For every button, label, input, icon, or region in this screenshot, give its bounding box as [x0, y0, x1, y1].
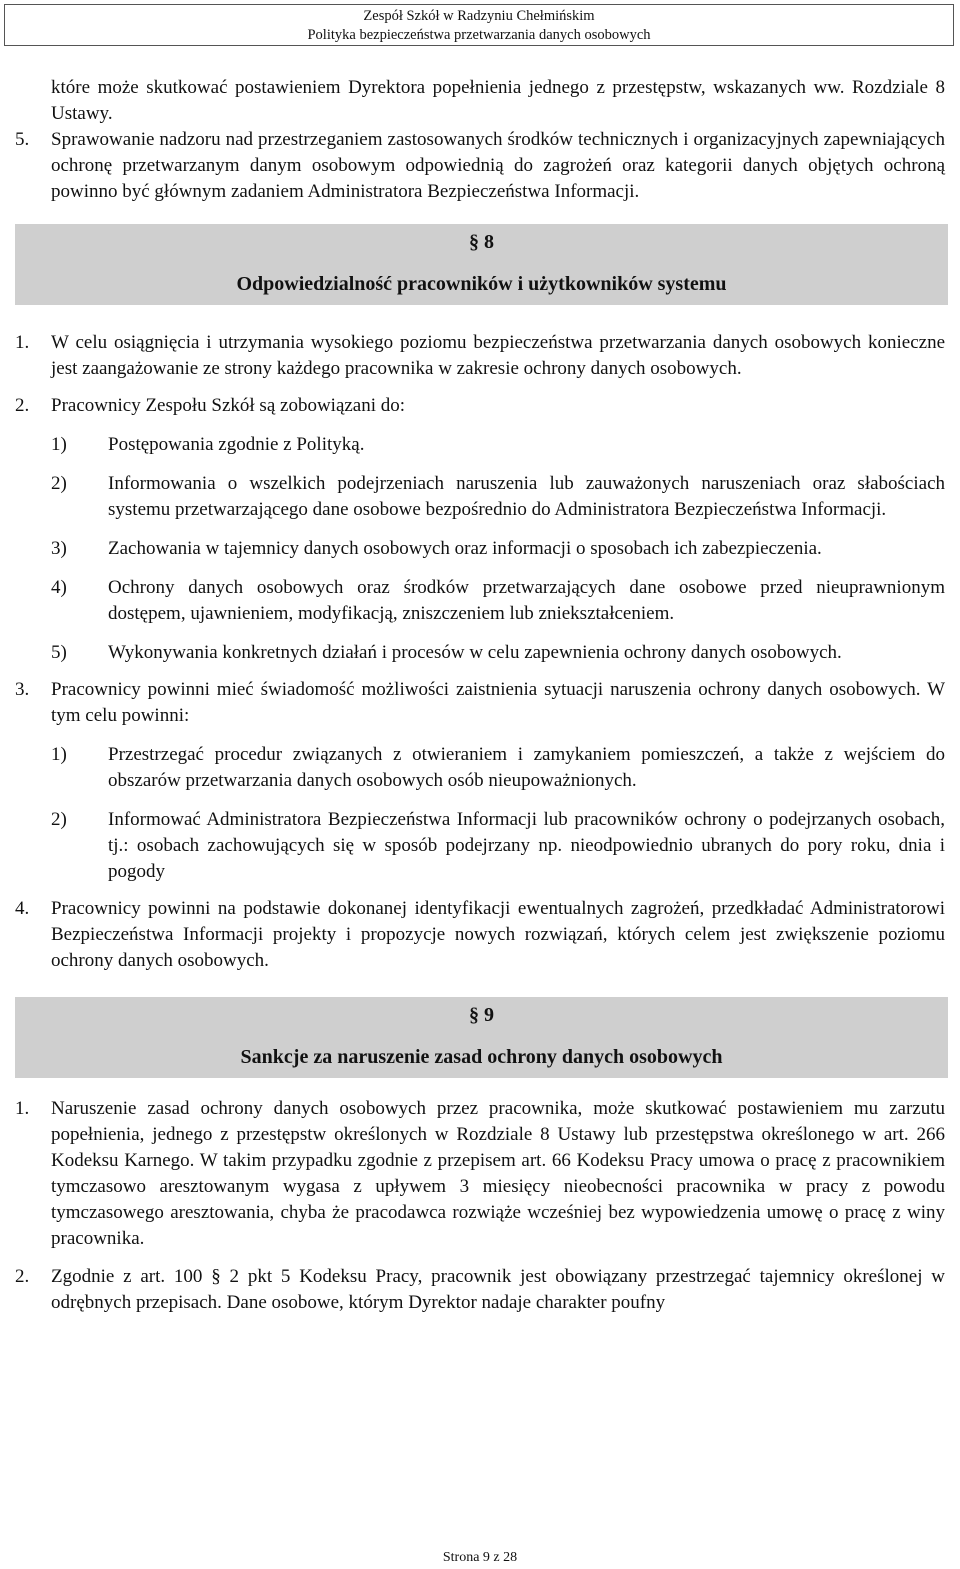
item-number: 4.	[15, 898, 30, 919]
item-number: 2.	[15, 395, 30, 416]
intro-paragraph	[15, 75, 945, 127]
section-9-heading	[15, 997, 948, 1078]
section-9-item-2	[15, 1264, 945, 1316]
duty-5	[15, 640, 945, 666]
page-header	[4, 4, 954, 46]
awareness-1	[15, 742, 945, 794]
section-8-item-2	[15, 393, 945, 419]
page-number: Strona 9 z 28	[442, 1550, 518, 1565]
point-text: Sprawowanie nadzoru nad przestrzeganiem zastosowanych środków technicznych i organizacyjnych zapewniających ochronę przetwarzanym danym osobowym odpowiednią do zagrożeń oraz kategorii danych objętych ochroną powinno być głównym zadaniem Administratora Bezpieczeństwa Informacji.	[51, 129, 945, 202]
item-text: Naruszenie zasad ochrony danych osobowych przez pracownika, może skutkować postawieniem mu zarzutu popełnienia, jednego z przestępstw określonych w Rozdziale 8 Ustawy lub przestępstwa określonego w art. 266 Kodeksu Karnego. W takim przypadku zgodnie z przepisem art. 66 Kodeksu Pracy umowa o pracę z pracownikiem tymczasowo aresztowanym wygasa z upływem 3 miesięcy nieobecności pracownika w pracy z powodu tymczasowego aresztowania, chyba że pracodawca rozwiąże wcześniej bez wypowiedzenia umowę o pracę z winy pracownika.	[51, 1098, 945, 1249]
sub-text: Informować Administratora Bezpieczeństwa Informacji lub pracowników ochrony o podejrzanych osobach, tj.: osobach zachowujących się w sposób podejrzany np. nieodpowiednio ubranych do pory roku, dnia i pogody	[108, 809, 945, 882]
sub-number: 1)	[51, 434, 67, 455]
page-footer	[0, 1550, 960, 1566]
sub-text: Przestrzegać procedur związanych z otwieraniem i zamykaniem pomieszczeń, a także z wejściem do obszarów przetwarzania danych osobowych osób nieupoważnionych.	[108, 744, 945, 791]
point-number: 5.	[15, 129, 30, 150]
sub-text: Zachowania w tajemnicy danych osobowych oraz informacji o sposobach ich zabezpieczenia.	[108, 538, 822, 559]
section-title: Odpowiedzialność pracowników i użytkowników systemu	[236, 273, 727, 295]
duty-4	[15, 575, 945, 627]
section-title: Sankcje za naruszenie zasad ochrony danych osobowych	[240, 1046, 723, 1068]
item-text: Pracownicy powinni mieć świadomość możliwości zaistnienia sytuacji naruszenia ochrony danych osobowych. W tym celu powinni:	[51, 679, 945, 726]
section-8-item-1	[15, 330, 945, 382]
header-document-title: Polityka bezpieczeństwa przetwarzania danych osobowych	[307, 27, 651, 43]
point-5	[15, 127, 945, 205]
item-number: 2.	[15, 1266, 30, 1287]
sub-text: Ochrony danych osobowych oraz środków przetwarzających dane osobowe przed nieuprawnionym dostępem, ujawnieniem, modyfikacją, zniszczeniem lub zniekształceniem.	[108, 577, 945, 624]
section-8-item-4	[15, 896, 945, 974]
sub-number: 1)	[51, 744, 67, 765]
sub-text: Informowania o wszelkich podejrzeniach naruszenia lub zauważonych naruszeniach oraz słabościach systemu przetwarzającego dane osobowe bezpośrednio do Administratora Bezpieczeństwa Informacji.	[108, 473, 945, 520]
sub-text: Postępowania zgodnie z Polityką.	[108, 434, 365, 455]
sub-number: 3)	[51, 538, 67, 559]
sub-text: Wykonywania konkretnych działań i procesów w celu zapewnienia ochrony danych osobowych.	[108, 642, 842, 663]
duty-3	[15, 536, 945, 562]
header-school-name: Zespół Szkół w Radzyniu Chełmińskim	[363, 8, 595, 24]
duty-2	[15, 471, 945, 523]
sub-number: 5)	[51, 642, 67, 663]
section-8-heading	[15, 224, 948, 305]
section-9-item-1	[15, 1096, 945, 1252]
sub-number: 4)	[51, 577, 67, 598]
section-number: § 8	[469, 231, 494, 253]
item-text: Zgodnie z art. 100 § 2 pkt 5 Kodeksu Pracy, pracownik jest obowiązany przestrzegać tajemnicy określonej w odrębnych przepisach. Dane osobowe, którym Dyrektor nadaje charakter poufny	[51, 1266, 945, 1313]
intro-text: które może skutkować postawieniem Dyrektora popełnienia jednego z przestępstw, wskazanych ww. Rozdziale 8 Ustawy.	[51, 77, 945, 124]
item-text: Pracownicy powinni na podstawie dokonanej identyfikacji ewentualnych zagrożeń, przedkładać Administratorowi Bezpieczeństwa Informacji projekty i propozycje nowych rozwiązań, których celem jest zwiększenie poziomu ochrony danych osobowych.	[51, 898, 945, 971]
duty-1	[15, 432, 945, 458]
sub-number: 2)	[51, 473, 67, 494]
sub-number: 2)	[51, 809, 67, 830]
document-body	[15, 75, 945, 1316]
item-text: W celu osiągnięcia i utrzymania wysokiego poziomu bezpieczeństwa przetwarzania danych osobowych konieczne jest zaangażowanie ze strony każdego pracownika w zakresie ochrony danych osobowych.	[51, 332, 945, 379]
item-text: Pracownicy Zespołu Szkół są zobowiązani do:	[51, 395, 406, 416]
section-number: § 9	[469, 1004, 494, 1026]
section-8-item-3	[15, 677, 945, 729]
item-number: 1.	[15, 1098, 30, 1119]
item-number: 1.	[15, 332, 30, 353]
awareness-2	[15, 807, 945, 885]
item-number: 3.	[15, 679, 30, 700]
